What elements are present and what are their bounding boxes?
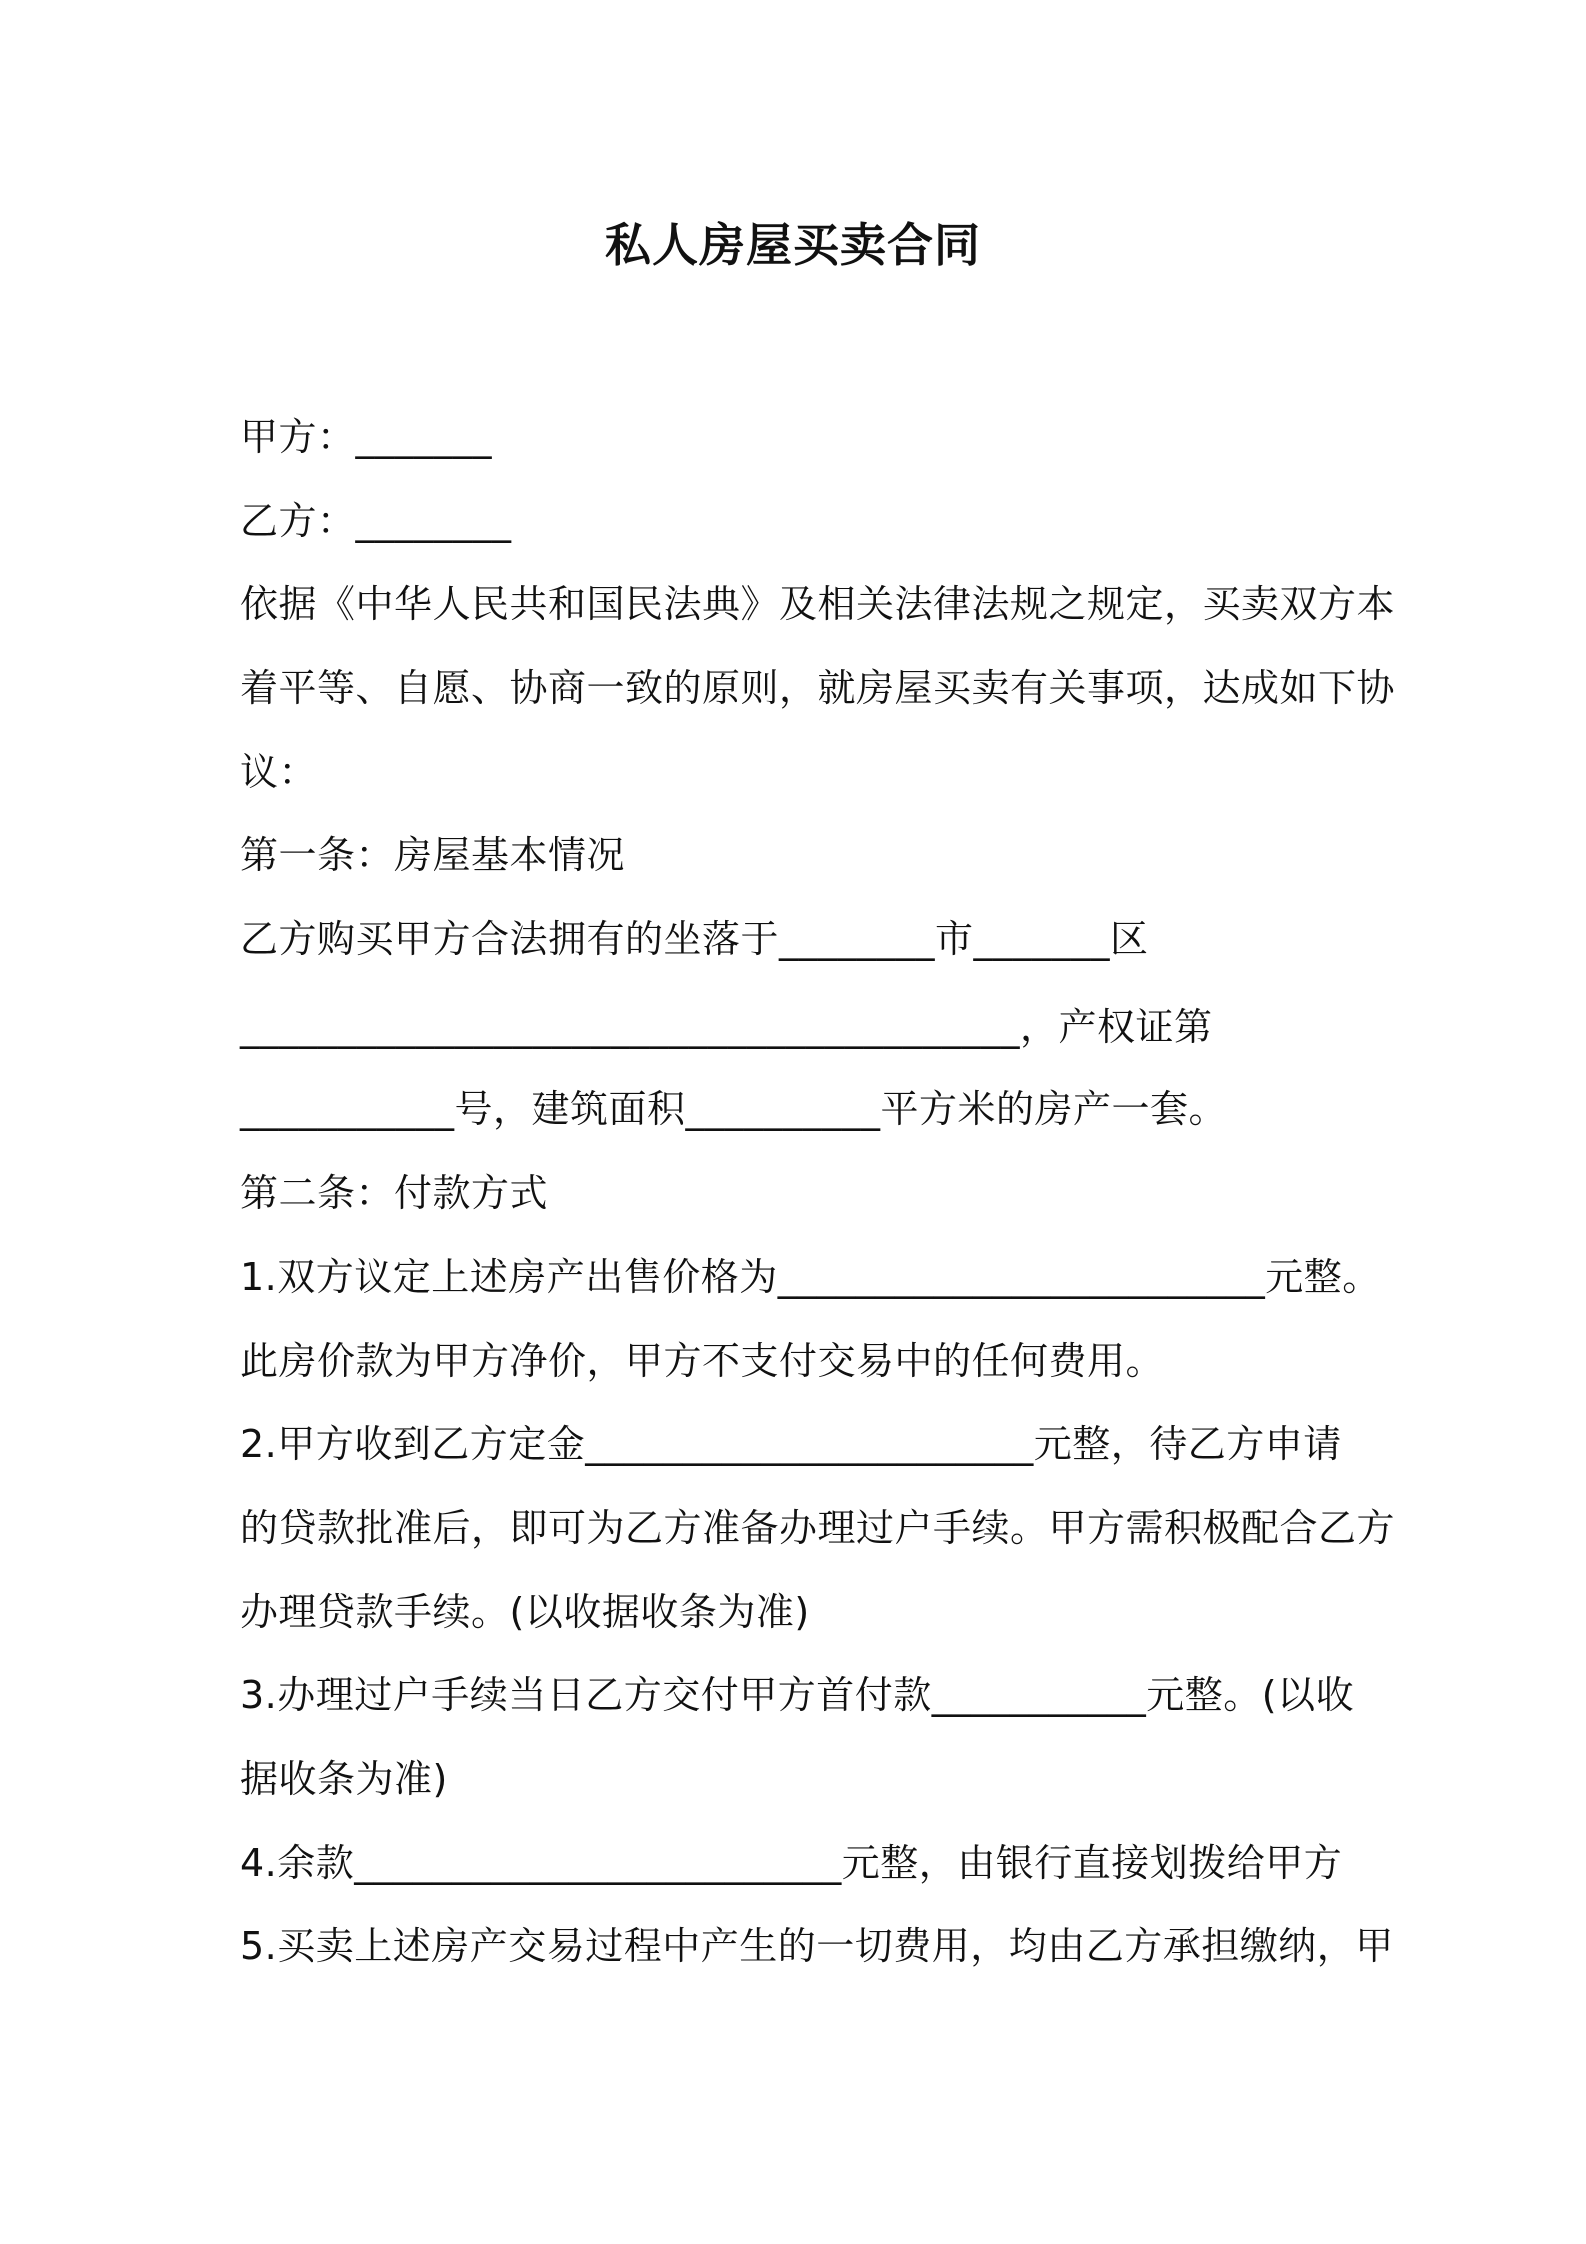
- preamble-line-3: 议：: [240, 750, 318, 794]
- article-1-line-2: ________________________________________，产权证第: [240, 1005, 1213, 1049]
- clause-4-line-1: 4.余款_________________________元整，由银行直接划拨给甲方: [240, 1841, 1343, 1885]
- party-a-line: 甲方：_______: [240, 415, 493, 459]
- article-1-heading: 第一条：房屋基本情况: [240, 833, 626, 877]
- article-1-line-1: 乙方购买甲方合法拥有的坐落于________市_______区: [240, 917, 1149, 961]
- document-title: 私人房屋买卖合同: [605, 218, 981, 272]
- clause-3-line-1: 3.办理过户手续当日乙方交付甲方首付款___________元整。(以收: [240, 1673, 1355, 1717]
- clause-1-line-1: 1.双方议定上述房产出售价格为_________________________元整。: [240, 1255, 1381, 1299]
- clause-2-line-1: 2.甲方收到乙方定金_______________________元整，待乙方申请: [240, 1422, 1342, 1466]
- preamble-line-2: 着平等、自愿、协商一致的原则，就房屋买卖有关事项，达成如下协: [240, 666, 1396, 710]
- preamble-line-1: 依据《中华人民共和国民法典》及相关法律法规之规定，买卖双方本: [240, 582, 1396, 626]
- article-1-line-3: ___________号，建筑面积__________平方米的房产一套。: [240, 1087, 1228, 1131]
- clause-5-line-1: 5.买卖上述房产交易过程中产生的一切费用，均由乙方承担缴纳，甲: [240, 1924, 1394, 1968]
- clause-3-line-2: 据收条为准): [240, 1757, 448, 1801]
- article-2-heading: 第二条：付款方式: [240, 1171, 549, 1215]
- party-b-line: 乙方：________: [240, 499, 512, 543]
- clause-2-line-2: 的贷款批准后，即可为乙方准备办理过户手续。甲方需积极配合乙方: [240, 1506, 1396, 1550]
- clause-1-line-2: 此房价款为甲方净价，甲方不支付交易中的任何费用。: [240, 1339, 1165, 1383]
- clause-2-line-3: 办理贷款手续。(以收据收条为准): [240, 1590, 810, 1634]
